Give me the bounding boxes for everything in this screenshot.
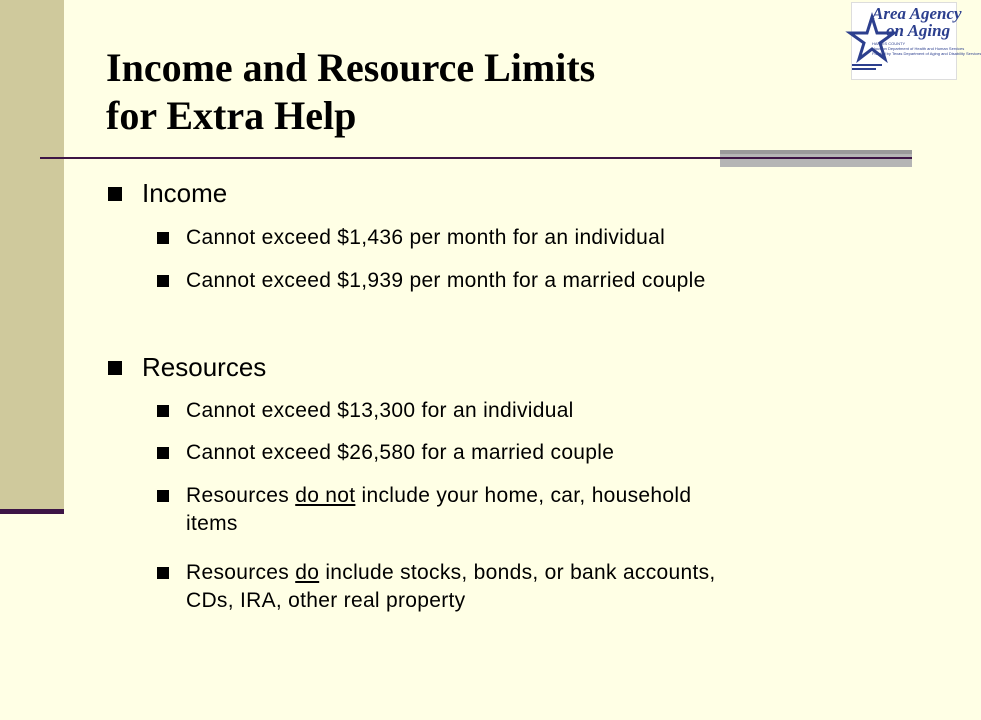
resources-include-prefix: Resources [186,561,296,584]
resources-exclude-prefix: Resources [186,484,296,507]
logo-line-1: Area Agency [872,4,962,23]
slide-title-line-1: Income and Resource Limits [106,45,596,90]
income-item-couple: Cannot exceed $1,939 per month for a married couple [186,269,706,292]
slide-title-line-2: for Extra Help [106,93,357,138]
resources-include-line-2: CDs, IRA, other real property [186,589,466,612]
bullet-square-icon [157,490,169,502]
logo-line-2: on Aging [886,21,951,40]
income-item-individual: Cannot exceed $1,436 per month for an individual [186,226,666,249]
logo-sub-1: HARRIS COUNTY [872,41,906,46]
resources-item-individual: Cannot exceed $13,300 for an individual [186,399,574,422]
bullet-square-icon [157,232,169,244]
resources-heading: Resources [142,352,267,382]
title-rule [40,157,912,159]
resources-item-couple: Cannot exceed $26,580 for a married couple [186,441,615,464]
resources-exclude-emphasis: do not [295,484,356,507]
bullet-square-icon [108,361,122,375]
logo-fine-print [872,41,981,56]
logo-sub-2: Houston Department of Health and Human Services [872,46,965,51]
resources-exclude-suffix: include your home, car, household [355,484,692,507]
resources-exclude-item [186,482,691,538]
bullet-square-icon [157,275,169,287]
title-rule-accent-top [720,150,912,154]
area-agency-logo [851,2,981,80]
resources-include-item [186,559,716,615]
bullet-square-icon [108,187,122,201]
income-heading: Income [142,178,228,208]
logo-wordmark [872,5,962,39]
resources-exclude-line-2: items [186,512,238,535]
bullet-square-icon [157,447,169,459]
bullet-square-icon [157,405,169,417]
bullet-square-icon [157,567,169,579]
left-accent-underline [0,509,64,514]
resources-include-suffix: include stocks, bonds, or bank accounts, [319,561,716,584]
left-accent-bar [0,0,64,511]
slide-title [106,44,595,140]
logo-sub-3: Funded by Texas Department of Aging and Disability Services [872,51,981,56]
resources-include-emphasis: do [295,561,320,584]
